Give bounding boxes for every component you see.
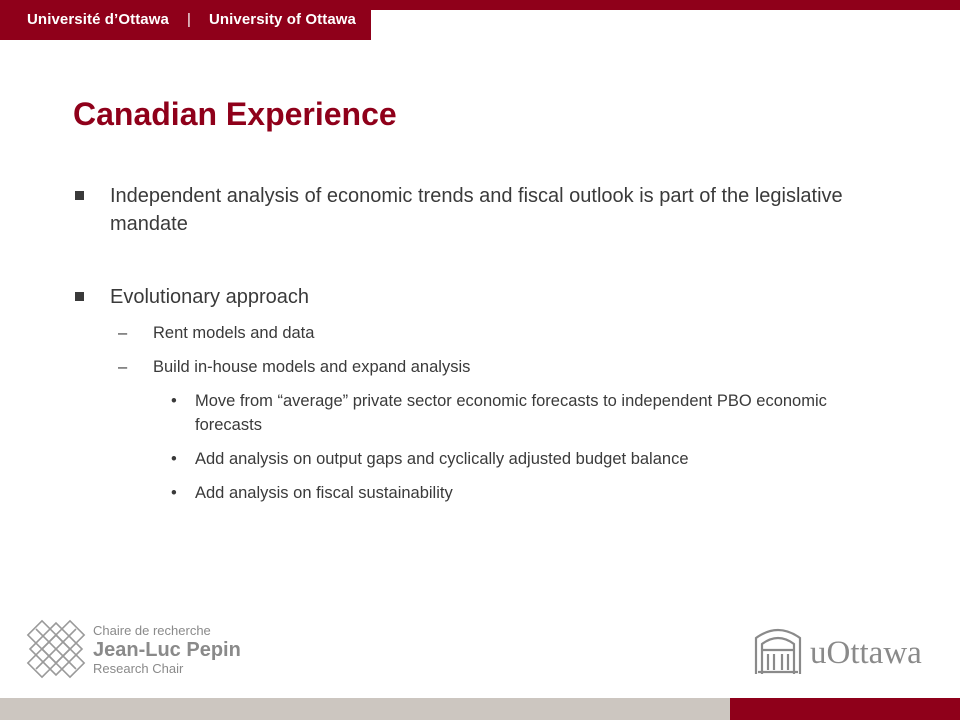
bullet-text: Independent analysis of economic trends and fiscal outlook is part of the legislative mandate: [110, 185, 843, 235]
sub-sub-bullet-text: Move from “average” private sector economic forecasts to independent PBO economic forecasts: [195, 392, 827, 434]
square-bullet-icon: [75, 191, 84, 200]
lattice-emblem-icon: [26, 619, 86, 679]
university-french-name: Université d’Ottawa: [27, 11, 169, 28]
bullet-item: [73, 182, 873, 238]
sub-bullet-item: [73, 355, 873, 379]
bullet-text: Evolutionary approach: [110, 286, 310, 308]
uottawa-logo: [752, 622, 942, 678]
dot-marker: •: [171, 484, 177, 502]
header-tab: [0, 0, 371, 40]
research-chair-text: [93, 623, 241, 677]
research-chair-logo: [26, 617, 256, 681]
sub-bullet-item: [73, 321, 873, 345]
slide-content: [73, 182, 873, 505]
square-bullet-icon: [75, 292, 84, 301]
header-separator: |: [186, 11, 191, 28]
sub-bullet-text: Rent models and data: [153, 324, 315, 342]
uottawa-logo-text: uOttawa: [810, 635, 922, 671]
sub-sub-bullet-text: Add analysis on output gaps and cyclically adjusted budget balance: [195, 450, 689, 468]
dot-marker: •: [171, 450, 177, 468]
dash-marker: –: [118, 358, 128, 376]
chair-line-1: Chaire de recherche: [93, 623, 211, 638]
bullet-item: [73, 283, 873, 311]
footer-bar: [0, 698, 960, 720]
sub-sub-bullet-item: [73, 389, 873, 437]
building-icon: [752, 624, 804, 676]
university-wordmark: [27, 11, 356, 28]
chair-line-3: Research Chair: [93, 661, 184, 676]
university-header-bar: [0, 0, 960, 40]
slide-title: Canadian Experience: [73, 96, 397, 132]
sub-sub-bullet-item: [73, 447, 873, 471]
dash-marker: –: [118, 324, 128, 342]
sub-sub-bullet-text: Add analysis on fiscal sustainability: [195, 484, 453, 502]
dot-marker: •: [171, 392, 177, 410]
chair-line-2: Jean-Luc Pepin: [93, 639, 241, 661]
university-english-name: University of Ottawa: [208, 11, 356, 28]
footer-bar-accent: [730, 698, 960, 720]
sub-sub-bullet-item: [73, 481, 873, 505]
sub-bullet-text: Build in-house models and expand analysis: [153, 358, 471, 376]
